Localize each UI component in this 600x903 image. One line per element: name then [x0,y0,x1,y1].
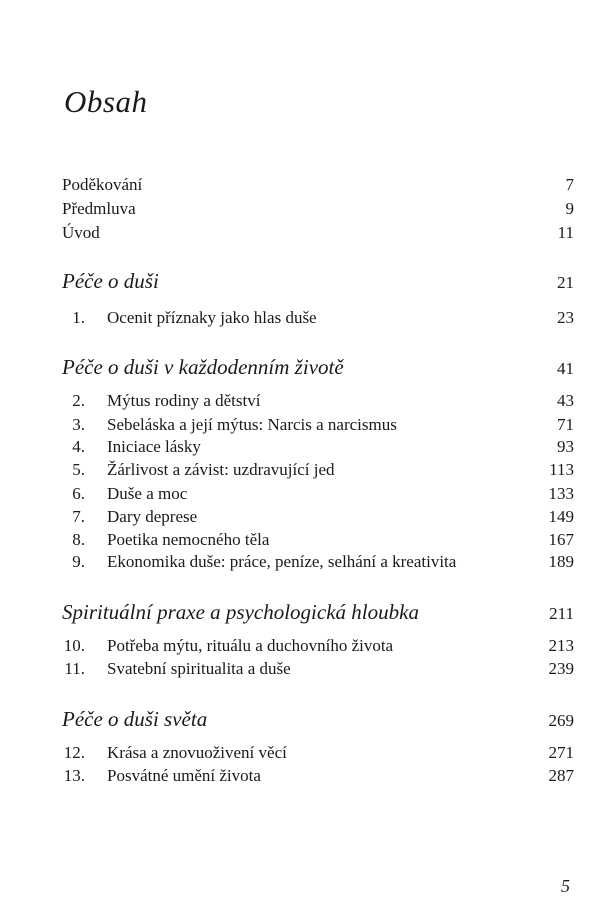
chapter-page: 189 [548,552,574,571]
toc-chapter-10 [62,634,574,658]
chapter-title: Posvátné umění života [107,766,261,785]
chapter-number: 1. [72,308,85,327]
toc-entry-acknowledgements [62,173,574,197]
toc-chapter-8 [62,528,574,552]
chapter-title: Mýtus rodiny a dětství [107,391,261,410]
chapter-title: Ocenit příznaky jako hlas duše [107,308,317,327]
chapter-page: 167 [548,530,574,549]
chapter-page: 23 [557,308,574,327]
chapter-number: 4. [72,437,85,456]
part-title: Spirituální praxe a psychologická hloubka [62,600,419,624]
entry-label: Poděkování [62,175,143,194]
chapter-number: 9. [72,552,85,571]
part-page: 269 [548,711,574,730]
chapter-number: 3. [72,415,85,434]
toc-chapter-6 [62,482,574,506]
toc-chapter-5 [62,458,574,482]
toc-chapter-1 [62,306,574,330]
chapter-title: Dary deprese [107,507,198,526]
chapter-title: Duše a moc [107,484,188,503]
part-title: Péče o duši světa [62,707,208,731]
entry-label: Úvod [62,223,100,242]
chapter-number: 13. [63,766,85,785]
page-title: Obsah [64,84,148,119]
toc-chapter-4 [62,435,574,459]
toc-chapter-2 [62,389,574,413]
part-title: Péče o duši v každodenním životě [62,355,344,379]
toc-chapter-11 [62,657,574,681]
chapter-number: 5. [72,460,85,479]
part-page: 21 [557,273,574,292]
entry-page: 11 [557,223,574,242]
toc-chapter-12 [62,741,574,765]
chapter-title: Poetika nemocného těla [107,530,270,549]
part-page: 211 [549,604,574,623]
chapter-number: 12. [63,743,85,762]
part-page: 41 [557,359,574,378]
toc-part-1 [62,266,574,296]
chapter-page: 287 [548,766,574,785]
toc-chapter-9 [62,550,574,574]
toc-part-3 [62,597,574,627]
page-number: 5 [561,876,570,896]
toc-chapter-7 [62,505,574,529]
chapter-page: 149 [548,507,574,526]
toc-part-4 [62,704,574,734]
chapter-title: Žárlivost a závist: uzdravující jed [107,460,335,479]
entry-label: Předmluva [62,199,136,218]
chapter-page: 271 [548,743,574,762]
chapter-number: 6. [72,484,85,503]
toc-chapter-3 [62,413,574,437]
entry-page: 7 [565,175,574,194]
chapter-number: 8. [72,530,85,549]
chapter-page: 71 [557,415,574,434]
chapter-page: 93 [557,437,574,456]
chapter-page: 239 [548,659,574,678]
toc-part-2 [62,352,574,382]
chapter-title: Sebeláska a její mýtus: Narcis a narcismus [107,415,397,434]
chapter-page: 213 [548,636,574,655]
chapter-title: Krása a znovuoživení věcí [107,743,287,762]
toc-entry-preface [62,197,574,221]
toc-chapter-13 [62,764,574,788]
chapter-number: 2. [72,391,85,410]
entry-page: 9 [565,199,574,218]
chapter-number: 7. [72,507,85,526]
chapter-title: Iniciace lásky [107,437,201,456]
chapter-page: 113 [549,460,574,479]
part-title: Péče o duši [62,269,159,293]
chapter-page: 43 [557,391,574,410]
chapter-number: 11. [64,659,85,678]
chapter-title: Svatební spiritualita a duše [107,659,291,678]
chapter-number: 10. [63,636,85,655]
chapter-page: 133 [548,484,574,503]
chapter-title: Potřeba mýtu, rituálu a duchovního života [107,636,394,655]
toc-entry-introduction [62,221,574,245]
chapter-title: Ekonomika duše: práce, peníze, selhání a kreativita [107,552,457,571]
